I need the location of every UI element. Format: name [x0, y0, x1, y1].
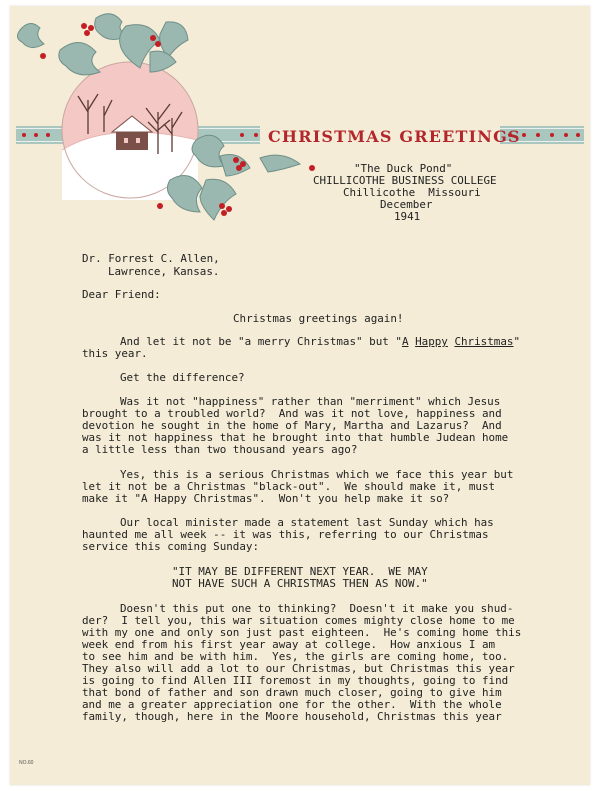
text-line: let it not be a Christmas "black-out". We should make it, must: [82, 480, 496, 493]
text-line: with my one and only son just past eighteen. He's coming home this: [82, 626, 522, 639]
form-number: NO.60: [19, 760, 34, 766]
text-line: haunted me all week -- it was this, referring to our Christmas: [82, 528, 489, 541]
text-line: is going to find Allen III foremost in my thoughts, going to find: [82, 674, 509, 687]
text-line: They also will add a lot to our Christmas, but Christmas this year: [82, 662, 515, 675]
text-line: Yes, this is a serious Christmas which we face this year but: [120, 468, 514, 481]
recipient-name: Dr. Forrest C. Allen,: [82, 252, 220, 265]
text-line: Was it not "happiness" rather than "merriment" which Jesus: [120, 395, 501, 408]
text-line: Doesn't this put one to thinking? Doesn't it make you shud-: [120, 602, 514, 615]
text-line: Our local minister made a statement last Sunday which has: [120, 516, 494, 529]
paragraph-1-line-1: And let it not be "a merry Christmas" but "A Happy Christmas": [120, 335, 521, 348]
sender-place: "The Duck Pond": [354, 162, 453, 175]
paragraph-2: Get the difference?: [120, 371, 245, 384]
text-line: family, though, here in the Moore household, Christmas this year: [82, 710, 502, 723]
text-line: service this coming Sunday:: [82, 540, 260, 553]
text-line: der? I tell you, this war situation comes mighty close home to me: [82, 614, 515, 627]
letter-year: 1941: [394, 210, 421, 223]
text-line: devotion he sought in the home of Mary, Martha and Lazarus? And: [82, 419, 502, 432]
christmas-greetings-banner: CHRISTMAS GREETINGS: [268, 127, 521, 146]
text-line: week end from his first year away at college. How anxious I am: [82, 638, 496, 651]
text-line: was it not happiness that he brought into that humble Judean home: [82, 431, 509, 444]
text-line: make it "A Happy Christmas". Won't you help make it so?: [82, 492, 450, 505]
text-line: a little less than two thousand years ago?: [82, 443, 358, 456]
text-line: to see him and be with him. Yes, the girls are coming home, too.: [82, 650, 509, 663]
text-line: and me a greater appreciation one for the other. With the whole: [82, 698, 502, 711]
greeting-heading: Christmas greetings again!: [233, 312, 404, 325]
text-line: brought to a troubled world? And was it not love, happiness and: [82, 407, 502, 420]
letter-month: December: [380, 198, 433, 211]
quote-line: NOT HAVE SUCH A CHRISTMAS THEN AS NOW.": [172, 577, 428, 590]
salutation: Dear Friend:: [82, 288, 161, 301]
sender-name: CHILLICOTHE BUSINESS COLLEGE: [313, 174, 497, 187]
paragraph-1-line-2: this year.: [82, 347, 148, 360]
text-line: that bond of father and son drawn much closer, going to give him: [82, 686, 502, 699]
holly-scene-illustration: [0, 0, 600, 230]
recipient-address: Lawrence, Kansas.: [108, 265, 220, 278]
quote-line: "IT MAY BE DIFFERENT NEXT YEAR. WE MAY: [172, 565, 428, 578]
sender-city: Chillicothe Missouri: [343, 186, 481, 199]
